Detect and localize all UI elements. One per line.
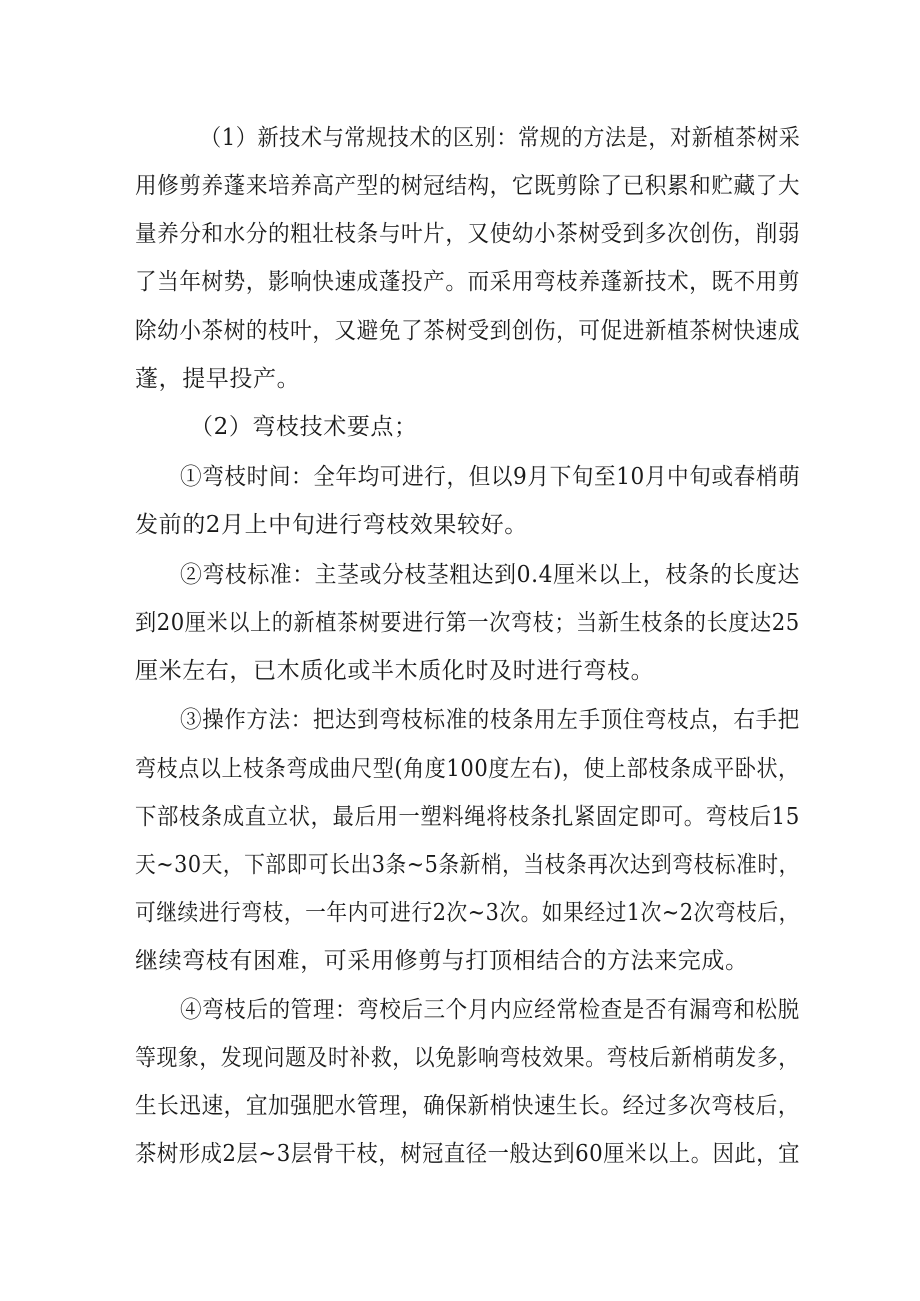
text-line: 弯枝点以上枝条弯成曲尺型(角度100度左右)，使上部枝条成平卧状， bbox=[135, 756, 800, 782]
text-line: ②弯枝标准：主茎或分枝茎粗达到0.4厘米以上，枝条的长度达 bbox=[180, 562, 800, 588]
text-line: 可继续进行弯枝，一年内可进行2次~3次。如果经过1次~2次弯枝后， bbox=[135, 900, 800, 926]
section-heading: （2）弯枝技术要点； bbox=[190, 414, 418, 440]
text-line: 茶树形成2层~3层骨干枝，树冠直径一般达到60厘米以上。因此，宜 bbox=[135, 1141, 801, 1167]
text-line: ①弯枝时间：全年均可进行，但以9月下旬至10月中旬或春梢萌 bbox=[180, 464, 801, 490]
text-line: 了当年树势，影响快速成蓬投产。而采用弯枝养蓬新技术，既不用剪 bbox=[135, 269, 800, 295]
text-line: 生长迅速，宜加强肥水管理，确保新梢快速生长。经过多次弯枝后， bbox=[135, 1093, 800, 1119]
text-line: 蓬，提早投产。 bbox=[135, 366, 301, 392]
text-line: 继续弯枝有困难，可采用修剪与打顶相结合的方法来完成。 bbox=[135, 948, 749, 974]
text-line: 等现象，发现问题及时补救，以免影响弯枝效果。弯枝后新梢萌发多， bbox=[135, 1045, 800, 1071]
text-line: ④弯枝后的管理：弯校后三个月内应经常检查是否有漏弯和松脱 bbox=[180, 997, 800, 1023]
text-line: 厘米左右，已木质化或半木质化时及时进行弯枝。 bbox=[135, 658, 655, 684]
text-line: 发前的2月上中旬进行弯枝效果较好。 bbox=[135, 512, 528, 538]
text-line: （1）新技术与常规技术的区别：常规的方法是，对新植茶树采 bbox=[200, 125, 801, 151]
text-line: 除幼小茶树的枝叶，又避免了茶树受到创伤，可促进新植茶树快速成 bbox=[135, 318, 800, 344]
text-line: 下部枝条成直立状，最后用一塑料绳将枝条扎紧固定即可。弯枝后15 bbox=[135, 804, 800, 830]
text-line: 量养分和水分的粗壮枝条与叶片，又使幼小茶树受到多次创伤，削弱 bbox=[135, 221, 800, 247]
text-line: 到20厘米以上的新植茶树要进行第一次弯枝；当新生枝条的长度达25 bbox=[135, 610, 800, 636]
text-line: ③操作方法：把达到弯枝标准的枝条用左手顶住弯枝点，右手把 bbox=[180, 707, 800, 733]
text-line: 天~30天，下部即可长出3条~5条新梢，当枝条再次达到弯枝标准时， bbox=[135, 852, 800, 878]
text-line: 用修剪养蓬来培养高产型的树冠结构，它既剪除了已积累和贮藏了大 bbox=[135, 173, 800, 199]
